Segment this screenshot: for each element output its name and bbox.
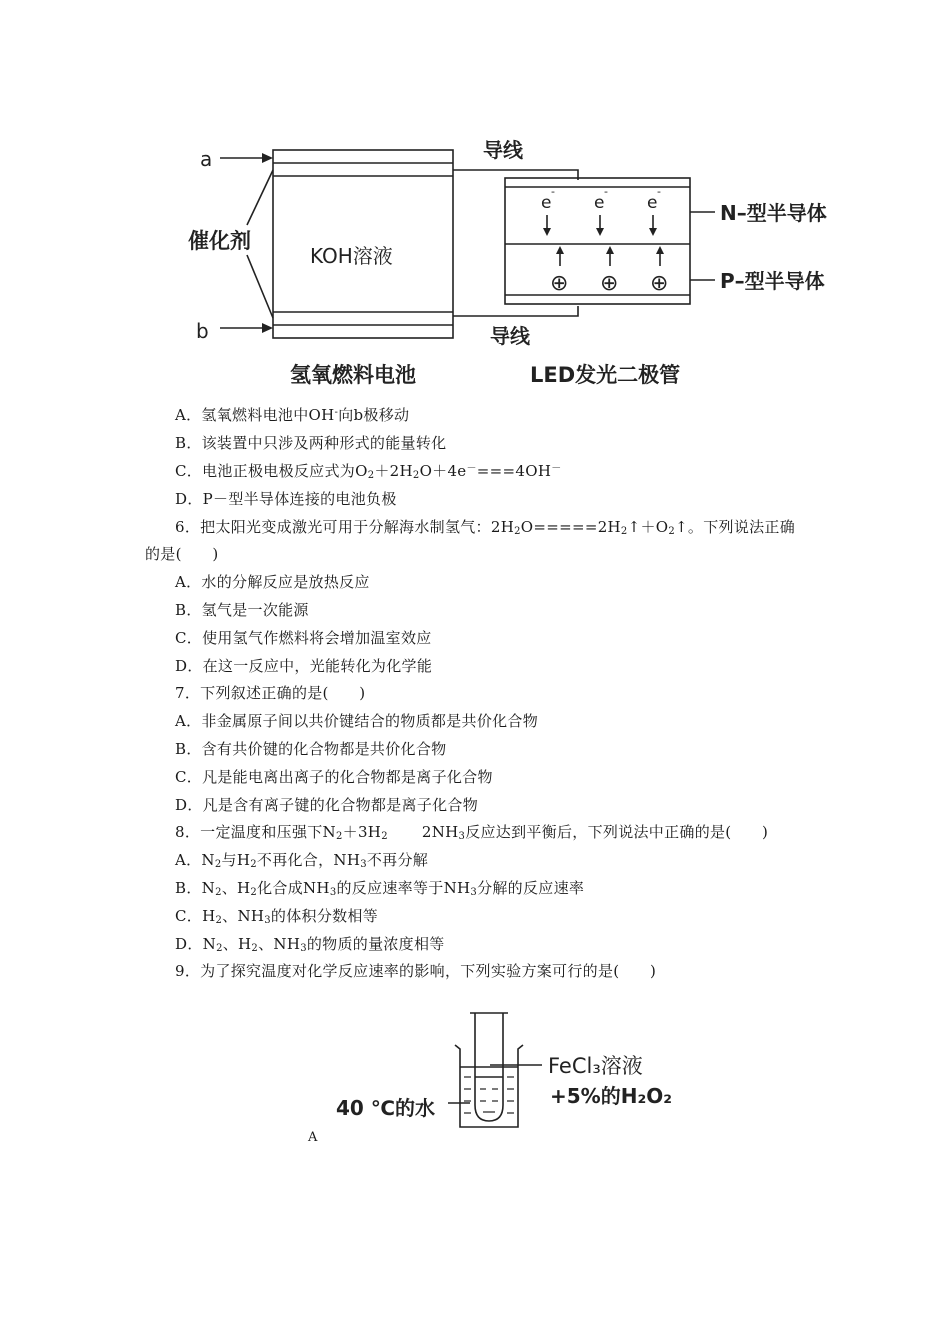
hole-1-icon: ⊕ (550, 271, 569, 296)
q6-option-a: A．水的分解反应是放热反应 (175, 573, 370, 591)
beaker (455, 1045, 523, 1127)
q7-option-d: D．凡是含有离子键的化合物都是离子化合物 (175, 796, 479, 814)
label-a: a (200, 147, 213, 171)
figure-option-a-label: A (308, 1130, 318, 1145)
q8-stem: 8．一定温度和压强下$N_2+3H_2$ $2NH_3$反应达到平衡后，下列说法中正确的是( ) (175, 823, 769, 842)
water-label: 40 ℃的水 (336, 1096, 436, 1120)
fuel-cell-led-diagram (180, 130, 880, 400)
q6-option-c: C．使用氢气作燃料将会增加温室效应 (175, 629, 432, 647)
electron-1-charge: - (551, 185, 555, 198)
electron-1: e (541, 193, 552, 213)
q6-option-d: D．在这一反应中，光能转化为化学能 (175, 657, 433, 675)
q6-stem-line1: 6．把太阳光变成激光可用于分解海水制氢气：$2H_2O=====2H_2↑+O_2↑$。下列说法正确 (175, 518, 796, 537)
q6-stem-line2: 的是( ) (145, 545, 219, 563)
label-b: b (196, 319, 209, 343)
reagent-label-1: FeCl₃溶液 (548, 1054, 643, 1078)
electron-3-charge: - (657, 185, 661, 198)
q8-option-b: B．$N_2$、$H_2$化合成$NH_3$的反应速率等于$NH_3$分解的反应速率 (175, 879, 585, 898)
reagent-label-2: +5%的H₂O₂ (550, 1084, 672, 1108)
q5-option-d: D．P－型半导体连接的电池负极 (175, 490, 397, 508)
electrolyte-label: KOH溶液 (310, 244, 393, 268)
electron-2: e (594, 193, 605, 213)
caption-led: LED发光二极管 (530, 363, 681, 387)
q7-option-a: A．非金属原子间以共价键结合的物质都是共价化合物 (175, 712, 539, 730)
q8-option-a: A．$N_2$与$H_2$不再化合，$NH_3$不再分解 (175, 851, 429, 870)
q7-option-c: C．凡是能电离出离子的化合物都是离子化合物 (175, 768, 493, 786)
q8-option-c: C．$H_2$、$NH_3$的体积分数相等 (175, 907, 379, 926)
q6-option-b: B．氢气是一次能源 (175, 601, 309, 619)
q7-stem: 7．下列叙述正确的是( ) (175, 684, 366, 702)
electron-3: e (647, 193, 658, 213)
q5-option-a: A．氢氧燃料电池中OH-向b极移动 (175, 406, 410, 424)
q5-option-b: B．该装置中只涉及两种形式的能量转化 (175, 434, 447, 452)
catalyst-label: 催化剂 (188, 229, 251, 253)
q9-stem: 9．为了探究温度对化学反应速率的影响，下列实验方案可行的是( ) (175, 962, 657, 980)
n-type-label: N–型半导体 (720, 201, 827, 225)
wire-bottom-label: 导线 (490, 324, 530, 348)
wire-top-label: 导线 (483, 138, 523, 162)
caption-fuel-cell: 氢氧燃料电池 (290, 363, 416, 387)
beaker-experiment-diagram (320, 1005, 680, 1135)
q7-option-b: B．含有共价键的化合物都是共价化合物 (175, 740, 447, 758)
q5-option-c: C．电池正极电极反应式为$O_2+2H_2O+4e^-===4OH^-$ (175, 462, 562, 481)
p-type-label: P–型半导体 (720, 269, 825, 293)
hole-2-icon: ⊕ (600, 271, 619, 296)
hole-3-icon: ⊕ (650, 271, 669, 296)
electron-2-charge: - (604, 185, 608, 198)
q8-option-d: D．$N_2$、$H_2$、$NH_3$的物质的量浓度相等 (175, 935, 445, 954)
